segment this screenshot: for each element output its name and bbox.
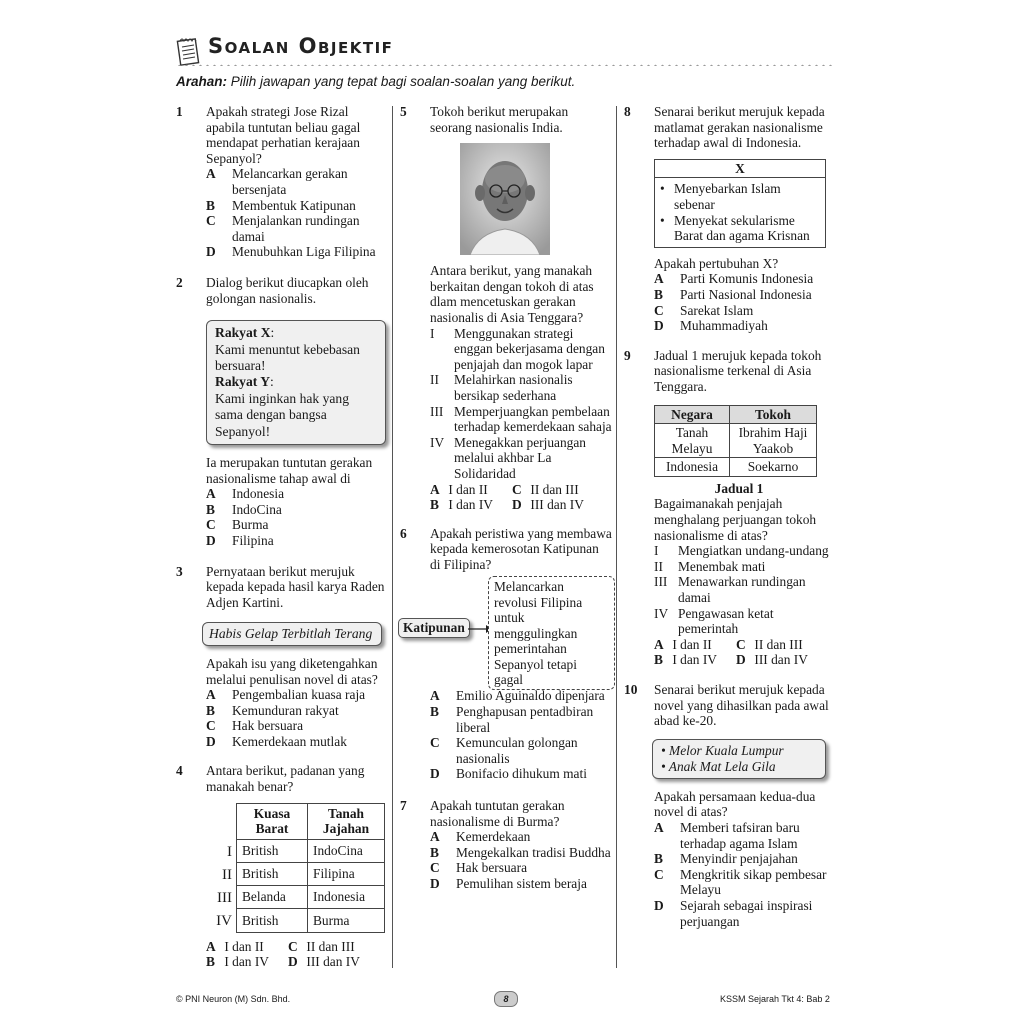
- table-caption: Jadual 1: [714, 480, 764, 496]
- column-3: [624, 104, 836, 929]
- option-a: A Melancarkan gerakan bersenjata: [206, 166, 348, 197]
- option-d: D Muhammadiyah: [654, 318, 768, 334]
- option-a: A Pengembalian kuasa raja: [206, 687, 366, 703]
- question-9: [624, 348, 836, 668]
- speaker-x: Rakyat X: [215, 325, 271, 341]
- speaker-y: Rakyat Y: [215, 374, 271, 390]
- table-row: Indonesia Soekarno: [655, 458, 817, 477]
- answer-row: A I dan II C II dan III: [430, 481, 579, 497]
- question-stem: Antara berikut, yang manakah berkaitan dengan tokoh di atas dlam mencetuskan gerakan nasionalis di Asia Tenggara?: [430, 263, 594, 325]
- option-c: C Hak bersuara: [206, 718, 304, 734]
- question-number: 10: [624, 682, 638, 697]
- question-number: 6: [400, 525, 407, 541]
- answer-row: A I dan II C II dan III: [654, 636, 803, 652]
- question-2: [176, 275, 388, 549]
- question-text: Pernyataan berikut merujuk kepada kepada hasil karya Raden Adjen Kartini.: [206, 563, 385, 610]
- statement-ii: II Menembak mati: [654, 558, 766, 574]
- question-10: [624, 682, 836, 929]
- option-c: C Sarekat Islam: [654, 302, 754, 318]
- question-8: [624, 104, 836, 334]
- column-2: [400, 104, 612, 892]
- novel-list-box: • Melor Kuala Lumpur • Anak Mat Lela Gila: [652, 739, 826, 779]
- table-row: British Burma: [237, 909, 385, 932]
- notepad-icon: [176, 36, 202, 66]
- option-d: D Filipina: [206, 532, 274, 548]
- question-stem: Apakah persamaan kedua-dua novel di atas?: [654, 788, 816, 820]
- option-a: A Indonesia: [206, 486, 285, 502]
- quote-box: Habis Gelap Terbitlah Terang: [202, 622, 382, 646]
- question-5: [400, 104, 612, 513]
- question-stem: Ia merupakan tuntutan gerakan nasionalisme tahap awal di: [206, 454, 373, 486]
- question-text: Senarai berikut merujuk kepada matlamat gerakan nasionalisme terhadap awal di Indonesia.: [654, 104, 825, 151]
- table-header: Tokoh: [730, 405, 817, 424]
- column-1: [176, 104, 388, 970]
- flow-diagram: [398, 576, 612, 687]
- option-b: B Mengekalkan tradisi Buddha: [430, 844, 611, 860]
- option-c: C Mengkritik sikap pembesar Melayu: [654, 866, 827, 898]
- table-header: Tanah Jajahan: [308, 803, 385, 839]
- question-stem: Apakah pertubuhan X?: [654, 255, 779, 271]
- option-d: D Bonifacio dihukum mati: [430, 766, 587, 782]
- question-stem: Apakah isu yang diketengahkan melalui penulisan novel di atas?: [206, 655, 378, 687]
- question-6: [400, 526, 612, 782]
- instructions: [176, 74, 575, 89]
- option-b: B IndoCina: [206, 501, 282, 517]
- question-text: Senarai berikut merujuk kepada novel yang dihasilkan pada awal abad ke-20.: [654, 682, 829, 729]
- answer-row: B I dan IV D III dan IV: [430, 497, 584, 513]
- list-table: [654, 159, 826, 248]
- option-c: C Burma: [206, 517, 269, 533]
- option-b: B Penghapusan pentadbiran liberal: [430, 704, 594, 735]
- answer-row: B I dan IV D III dan IV: [206, 954, 360, 970]
- question-number: 4: [176, 763, 183, 779]
- statement-iv: IV Pengawasan ketat pemerintah: [654, 605, 774, 637]
- question-number: 3: [176, 563, 183, 579]
- question-3: [176, 564, 388, 750]
- match-table: [236, 803, 385, 933]
- instructions-text: Pilih jawapan yang tepat bagi soalan-soalan yang berikut.: [230, 74, 576, 89]
- statement-iv: IV Menegakkan perjuangan melalui akhbar La Solidaridad: [430, 434, 586, 481]
- table-row: British IndoCina: [237, 839, 385, 862]
- option-a: A Kemerdekaan: [430, 829, 531, 845]
- table-header: X: [655, 159, 826, 178]
- instructions-label: Arahan:: [176, 74, 228, 89]
- match-table-wrap: [204, 803, 388, 933]
- statement-ii: II Melahirkan nasionalis bersikap sederhana: [430, 372, 573, 403]
- option-b: B Menyindir penjajahan: [654, 851, 798, 867]
- column-divider: [616, 106, 617, 968]
- portrait-image: [460, 143, 550, 255]
- table-header: Negara: [655, 405, 730, 424]
- option-d: D Pemulihan sistem beraja: [430, 876, 587, 891]
- page-number: 8: [494, 991, 518, 1007]
- question-text: Apakah strategi Jose Rizal apabila tuntutan beliau gagal mendapat perhatian kerajaan Sepanyol?: [206, 104, 361, 166]
- option-b: B Parti Nasional Indonesia: [654, 286, 812, 302]
- option-d: D Menubuhkan Liga Filipina: [206, 244, 376, 260]
- question-number: 2: [176, 274, 183, 290]
- question-text: Jadual 1 merujuk kepada tokoh nasionalisme terkenal di Asia Tenggara.: [654, 347, 822, 394]
- option-c: C Menjalankan rundingan damai: [206, 213, 360, 244]
- option-d: D Kemerdekaan mutlak: [206, 733, 347, 749]
- statement-i: I Mengiatkan undang-undang: [654, 543, 829, 559]
- list-item: Melor Kuala Lumpur: [669, 742, 784, 758]
- page-header: [176, 34, 836, 74]
- question-text: Apakah tuntutan gerakan nasionalisme di Burma?: [430, 798, 565, 829]
- question-text: Tokoh berikut merupakan seorang nasionalis India.: [430, 104, 569, 135]
- list-item: Anak Mat Lela Gila: [668, 758, 776, 774]
- header-divider: [176, 64, 832, 66]
- statement-iii: III Menawarkan rundingan damai: [654, 574, 806, 606]
- flow-result-box: Melancarkan revolusi Filipina untuk menggulingkan pemerintahan Sepanyol tetapi gagal: [488, 576, 615, 690]
- list-item: • Menyekat sekularisme Barat dan agama Krisnan: [660, 212, 810, 244]
- speaker-y-text: Kami inginkan hak yang sama dengan bangsa Sepanyol!: [215, 390, 350, 439]
- question-1: [176, 104, 388, 260]
- option-a: A Memberi tafsiran baru terhadap agama Islam: [654, 819, 800, 851]
- question-stem: Bagaimanakah penjajah menghalang perjuangan tokoh nasionalisme di atas?: [654, 496, 817, 543]
- answer-row: B I dan IV D III dan IV: [654, 652, 808, 668]
- speaker-x-text: Kami menuntut kebebasan bersuara!: [215, 341, 360, 373]
- table-row: British Filipina: [237, 862, 385, 885]
- footer-book-title: KSSM Sejarah Tkt 4: Bab 2: [720, 994, 830, 1004]
- statement-i: I Menggunakan strategi enggan bekerjasama dengan penjajah dan mogok lapar: [430, 325, 605, 372]
- table-row: Belanda Indonesia: [237, 886, 385, 909]
- question-7: [400, 798, 612, 892]
- page-title: Soalan Objektif: [208, 34, 394, 58]
- option-a: A Parti Komunis Indonesia: [654, 271, 814, 287]
- column-divider: [392, 106, 393, 968]
- option-b: B Membentuk Katipunan: [206, 197, 356, 213]
- question-4: [176, 763, 388, 969]
- option-b: B Kemunduran rakyat: [206, 702, 339, 718]
- question-text: Dialog berikut diucapkan oleh golongan nasionalis.: [206, 274, 369, 306]
- question-number: 9: [624, 347, 631, 363]
- question-text: Antara berikut, padanan yang manakah benar?: [206, 763, 365, 795]
- data-table: [654, 405, 817, 477]
- question-number: 8: [624, 104, 631, 119]
- option-c: C Hak bersuara: [430, 860, 528, 876]
- question-number: 1: [176, 104, 183, 119]
- row-numerals: I II III IV: [216, 843, 232, 929]
- option-a: A Emilio Aguinaldo dipenjara: [430, 688, 605, 704]
- list-item: • Menyebarkan Islam sebenar: [660, 181, 781, 212]
- question-number: 5: [400, 104, 407, 119]
- answer-row: A I dan II C II dan III: [206, 938, 355, 954]
- table-row: Tanah Melayu Ibrahim Haji Yaakob: [655, 424, 817, 458]
- flow-node-katipunan: Katipunan: [398, 618, 470, 638]
- option-d: D Sejarah sebagai inspirasi perjuangan: [654, 897, 813, 929]
- statement-iii: III Memperjuangkan pembelaan terhadap kemerdekaan sahaja: [430, 403, 612, 435]
- footer-copyright: © PNI Neuron (M) Sdn. Bhd.: [176, 994, 291, 1004]
- option-c: C Kemunculan golongan nasionalis: [430, 735, 578, 766]
- dialog-box: Rakyat X: Kami menuntut kebebasan bersuara! Rakyat Y: Kami inginkan hak yang sama dengan bangsa Sepanyol!: [206, 320, 386, 445]
- question-number: 7: [400, 798, 407, 814]
- table-header: Kuasa Barat: [237, 803, 308, 839]
- question-text: Apakah peristiwa yang membawa kepada kemerosotan Katipunan di Filipina?: [430, 525, 612, 572]
